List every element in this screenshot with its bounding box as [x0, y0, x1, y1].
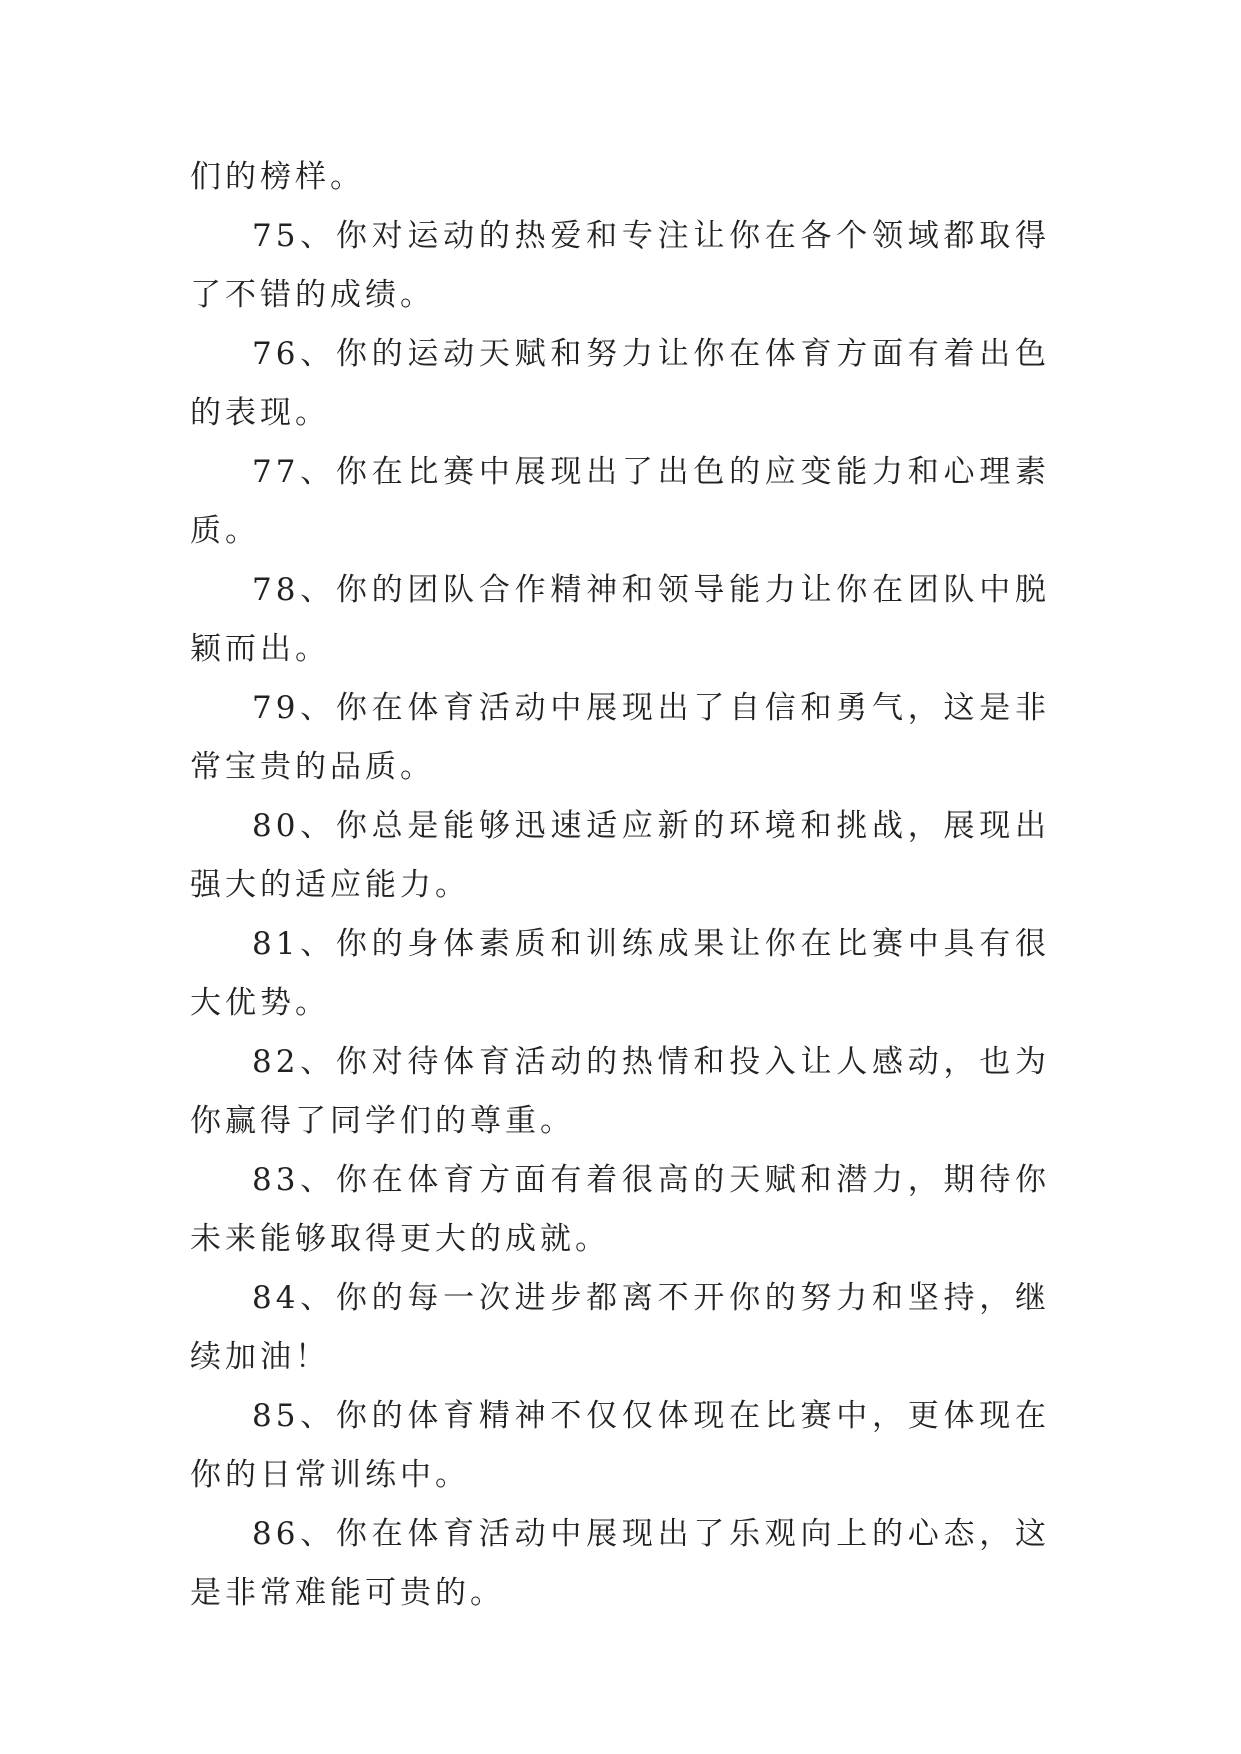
paragraph-80: 80、你总是能够迅速适应新的环境和挑战，展现出强大的适应能力。 — [190, 808, 1050, 903]
paragraph-85: 85、你的体育精神不仅仅体现在比赛中，更体现在你的日常训练中。 — [190, 1398, 1050, 1493]
paragraph-77: 77、你在比赛中展现出了出色的应变能力和心理素质。 — [190, 454, 1050, 549]
paragraph-81: 81、你的身体素质和训练成果让你在比赛中具有很大优势。 — [190, 926, 1050, 1021]
paragraph-84: 84、你的每一次进步都离不开你的努力和坚持，继续加油！ — [190, 1280, 1050, 1375]
paragraph-74-continuation: 们的榜样。 — [190, 159, 365, 195]
paragraph-86: 86、你在体育活动中展现出了乐观向上的心态，这是非常难能可贵的。 — [190, 1516, 1050, 1611]
document-body — [190, 148, 1050, 1623]
paragraph-79: 79、你在体育活动中展现出了自信和勇气，这是非常宝贵的品质。 — [190, 690, 1050, 785]
paragraph-82: 82、你对待体育活动的热情和投入让人感动，也为你赢得了同学们的尊重。 — [190, 1044, 1050, 1139]
paragraph-78: 78、你的团队合作精神和领导能力让你在团队中脱颖而出。 — [190, 572, 1050, 667]
paragraph-83: 83、你在体育方面有着很高的天赋和潜力，期待你未来能够取得更大的成就。 — [190, 1162, 1050, 1257]
paragraph-76: 76、你的运动天赋和努力让你在体育方面有着出色的表现。 — [190, 336, 1050, 431]
paragraph-75: 75、你对运动的热爱和专注让你在各个领域都取得了不错的成绩。 — [190, 218, 1050, 313]
